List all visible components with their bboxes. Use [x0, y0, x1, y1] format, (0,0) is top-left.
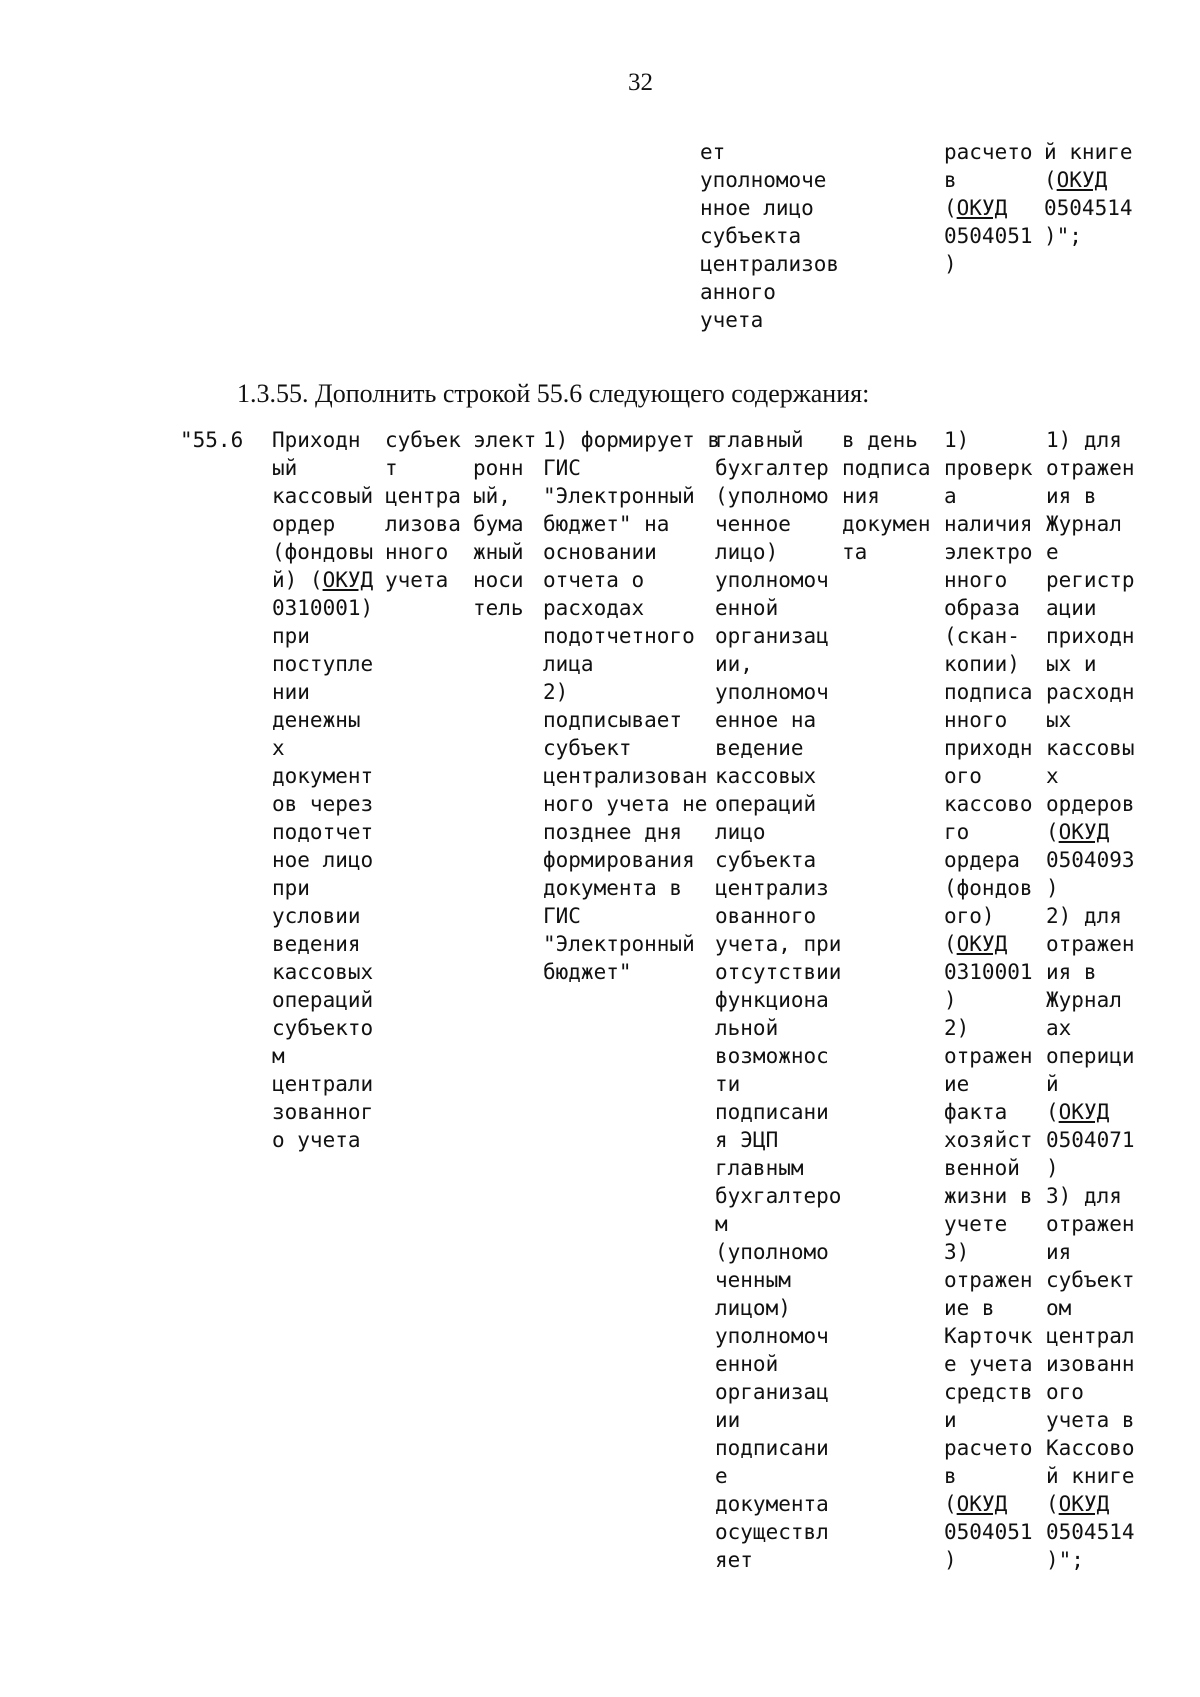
continuation-registers-cell: й книге (ОКУД 0504514 )"; — [1044, 140, 1133, 248]
document-name-cell: Приходн ый кассовый ордер (фондовы й) (ОКУД 0310001) при поступле нии денежны х документ ов через подотчет ное лицо при условии ведения кассовых операций субъекто м централи зованног о учета — [272, 428, 374, 1152]
registers-cell: 1) для отражен ия в Журнал е регистр ации приходн ых и расходн ых кассовы х ордеров (ОКУД 0504093 ) 2) для отражен ия в Журнал ах оперици й (ОКУД 0504071 ) 3) для отражен ия субъект ом централ изованн ого учета в Кассово й книге (ОКУД 0504514 )"; — [1046, 428, 1135, 1572]
deadline-cell: в день подписа ния докумен та — [842, 428, 931, 564]
control-cell: 1) проверк а наличия электро нного образа (скан- копии) подписа нного приходн ого кассово го ордера (фондов ого) (ОКУД 0310001 ) 2) отражен ие факта хозяйст венной жизни в учете 3) отражен ие в Карточк е учета средств и расчето в (ОКУД 0504051 ) — [944, 428, 1033, 1572]
page-number: 32 — [628, 69, 653, 96]
signer-cell: главный бухгалтер (уполномо ченное лицо) уполномоч енной организац ии, уполномоч енное на ведение кассовых операций лицо субъекта централиз ованного учета, при отсутствии функциона льной возможнос ти подписани я ЭЦП главным бухгалтеро м (уполномо ченным лицом) уполномоч енной организац ии подписани е документа осуществл яет — [715, 428, 842, 1572]
continuation-control-cell: расчето в (ОКУД 0504051 ) — [944, 140, 1033, 276]
procedure-cell: 1) формирует в ГИС "Электронный бюджет" на основании отчета о расходах подотчетного лица 2) подписывает субъект централизован ного учета не позднее дня формирования документа в ГИС "Электронный бюджет" — [543, 428, 721, 984]
document-carrier-cell: элект ронн ый, бума жный носи тель — [473, 428, 537, 620]
document-author-cell: субъек т центра лизова нного учета — [385, 428, 461, 592]
continuation-performer-cell: ет уполномоче нное лицо субъекта централизов анного учета — [700, 140, 840, 332]
section-heading: 1.3.55. Дополнить строкой 55.6 следующего содержания: — [237, 379, 870, 408]
row-number-cell: "55.6 — [180, 428, 244, 452]
